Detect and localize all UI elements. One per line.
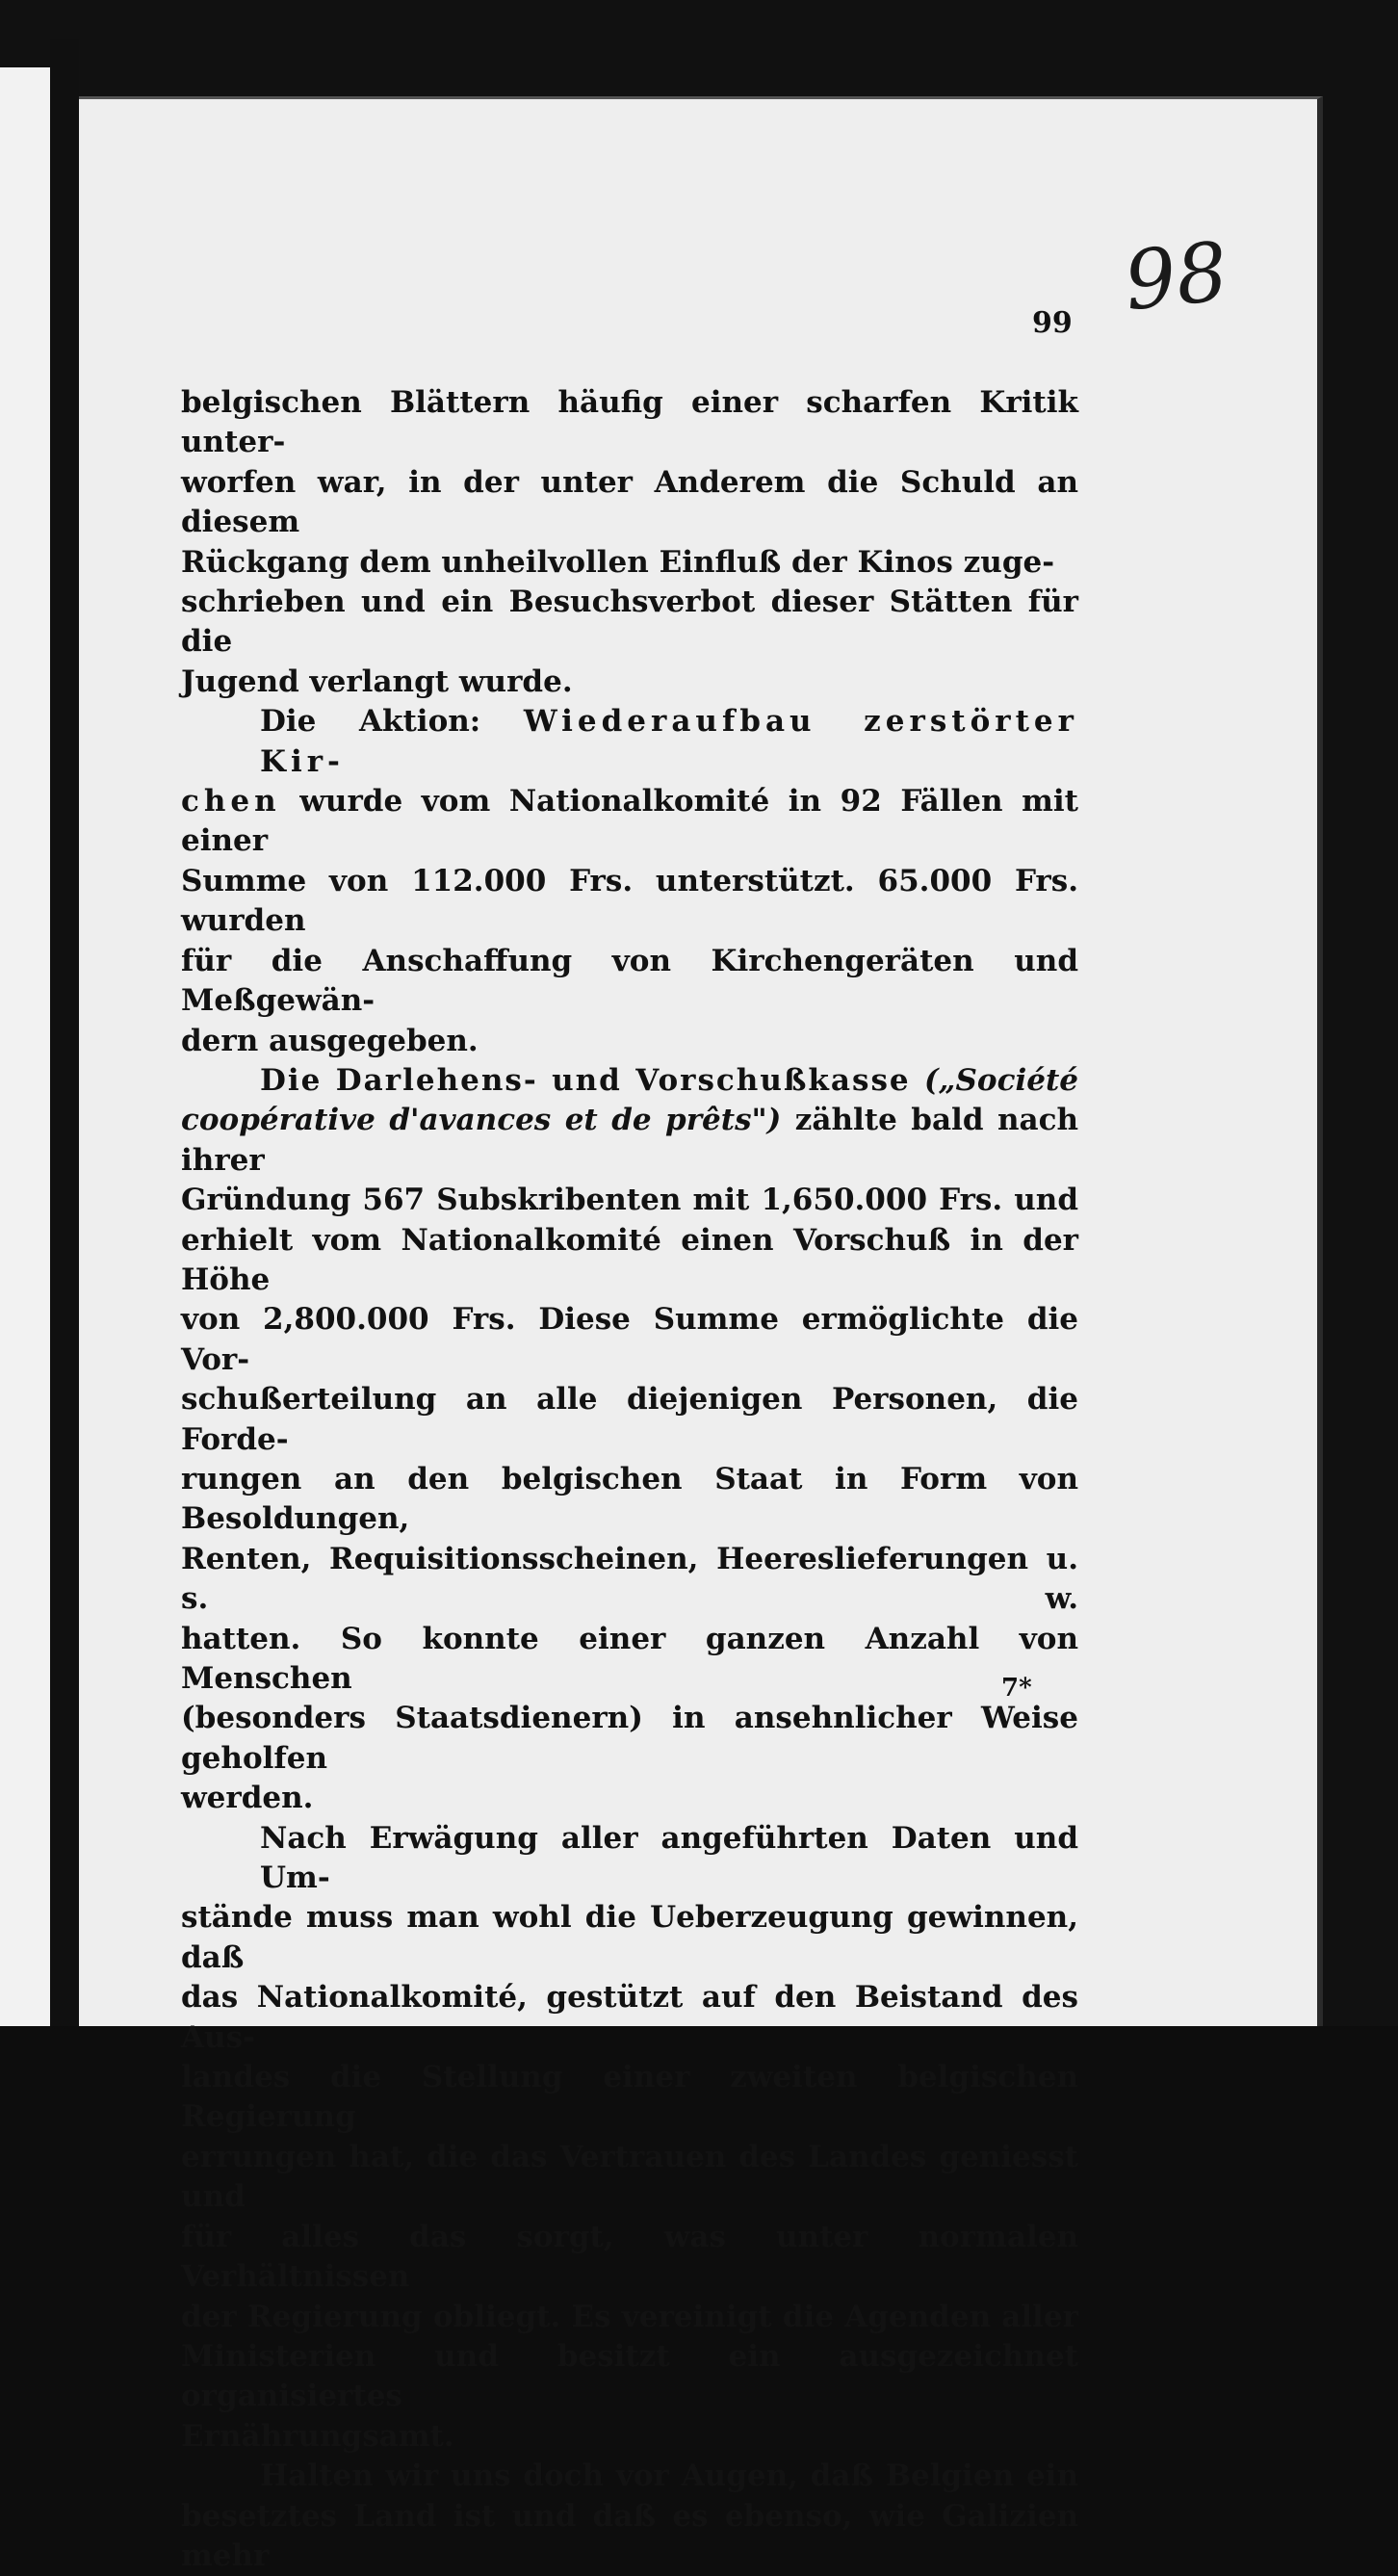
text-line: Nach Erwägung aller angeführten Daten und Um- [260, 1820, 1078, 1896]
text-line: für die Anschaffung von Kirchengeräten und Meßgewän- [181, 943, 1078, 1019]
text-line [181, 1061, 1078, 1101]
italic-text: („Société [924, 1062, 1078, 1098]
text-line: belgischen Blättern häufig einer scharfen Kritik unter- [181, 385, 1078, 460]
text-line: schußerteilung an alle diejenigen Personen, die Forde- [181, 1382, 1078, 1457]
paragraph-3 [181, 1061, 1078, 1819]
printer-signature-mark: 7* [1001, 1674, 1032, 1703]
text-line: Jugend verlangt wurde. [181, 664, 573, 699]
body-text [181, 383, 1078, 2576]
spaced-heading-text: chen [181, 784, 281, 820]
text-line: der Regierung obliegt. Es vereinigt die Agenden aller [181, 2299, 1078, 2334]
text-line: besetztes Land ist und daß es ebenso, wie Galizien mehr [181, 2498, 1078, 2573]
text-line: dern ausgegeben. [181, 1023, 479, 1058]
text-line: Renten, Requisitionsscheinen, Heereslieferungen u. s. w. [181, 1541, 1078, 1617]
text-run: Die Aktion: [260, 704, 524, 740]
book-spine [50, 39, 79, 2026]
text-line: Gründung 567 Subskribenten mit 1,650.000 Frs. und [181, 1183, 1078, 1218]
text-line: errungen hat, die das Vertrauen des Landes geniesst und [181, 2139, 1078, 2215]
text-line: von 2,800.000 Frs. Diese Summe ermöglichte die Vor- [181, 1302, 1078, 1377]
paragraph-4 [181, 1819, 1078, 2458]
text-run: zählte bald nach ihrer [181, 1103, 1078, 1178]
text-line: werden. [181, 1781, 314, 1816]
italic-text: coopérative d'avances et de prêts") [181, 1103, 782, 1138]
text-line [181, 1101, 1078, 1181]
text-line [181, 782, 1078, 862]
text-line: Ministerien und besitzt ein ausgezeichnet organisiertes [181, 2338, 1078, 2414]
text-line: Halten wir uns doch vor Augen, daß Belgien ein [260, 2459, 1078, 2494]
text-line: rungen an den belgischen Staat in Form von Besoldungen, [181, 1461, 1078, 1537]
spaced-heading-text: Die Darlehens- und Vorschußkasse [260, 1062, 925, 1098]
text-line: (besonders Staatsdienern) in ansehnlicher Weise geholfen [181, 1701, 1078, 1776]
text-line: Ernährungsamt. [181, 2418, 454, 2454]
text-line: Rückgang dem unheilvollen Einfluß der Kinos zuge- [181, 544, 1055, 580]
text-line: das Nationalkomité, gestützt auf den Beistand des Aus- [181, 1980, 1078, 2055]
text-line: Summe von 112.000 Frs. unterstützt. 65.000 Frs. wurden [181, 863, 1078, 939]
text-line: für alles das sorgt, was unter normalen Verhältnissen [181, 2219, 1078, 2295]
paragraph-5 [181, 2457, 1078, 2576]
text-line: landes die Stellung einer zweiten belgischen Regierung [181, 2060, 1078, 2135]
facing-page-edge [0, 67, 50, 2026]
page-number: 99 [1032, 306, 1073, 340]
handwritten-folio-number: 98 [1120, 223, 1232, 329]
paragraph-2 [181, 702, 1078, 1061]
text-line: erhielt vom Nationalkomité einen Vorschuß in der Höhe [181, 1222, 1078, 1297]
spaced-heading-text: Wiederaufbau zerstörter Kir- [260, 704, 1078, 779]
text-line: stände muss man wohl die Ueberzeugung gewinnen, daß [181, 1900, 1078, 1975]
text-line [181, 702, 1078, 782]
text-run: wurde vom Nationalkomité in 92 Fällen mit einer [181, 784, 1078, 859]
text-line: hatten. So konnte einer ganzen Anzahl von Menschen [181, 1621, 1078, 1696]
paragraph-1 [181, 383, 1078, 702]
text-line: worfen war, in der unter Anderem die Schuld an diesem [181, 464, 1078, 540]
text-line: schrieben und ein Besuchsverbot dieser Stätten für die [181, 585, 1078, 660]
